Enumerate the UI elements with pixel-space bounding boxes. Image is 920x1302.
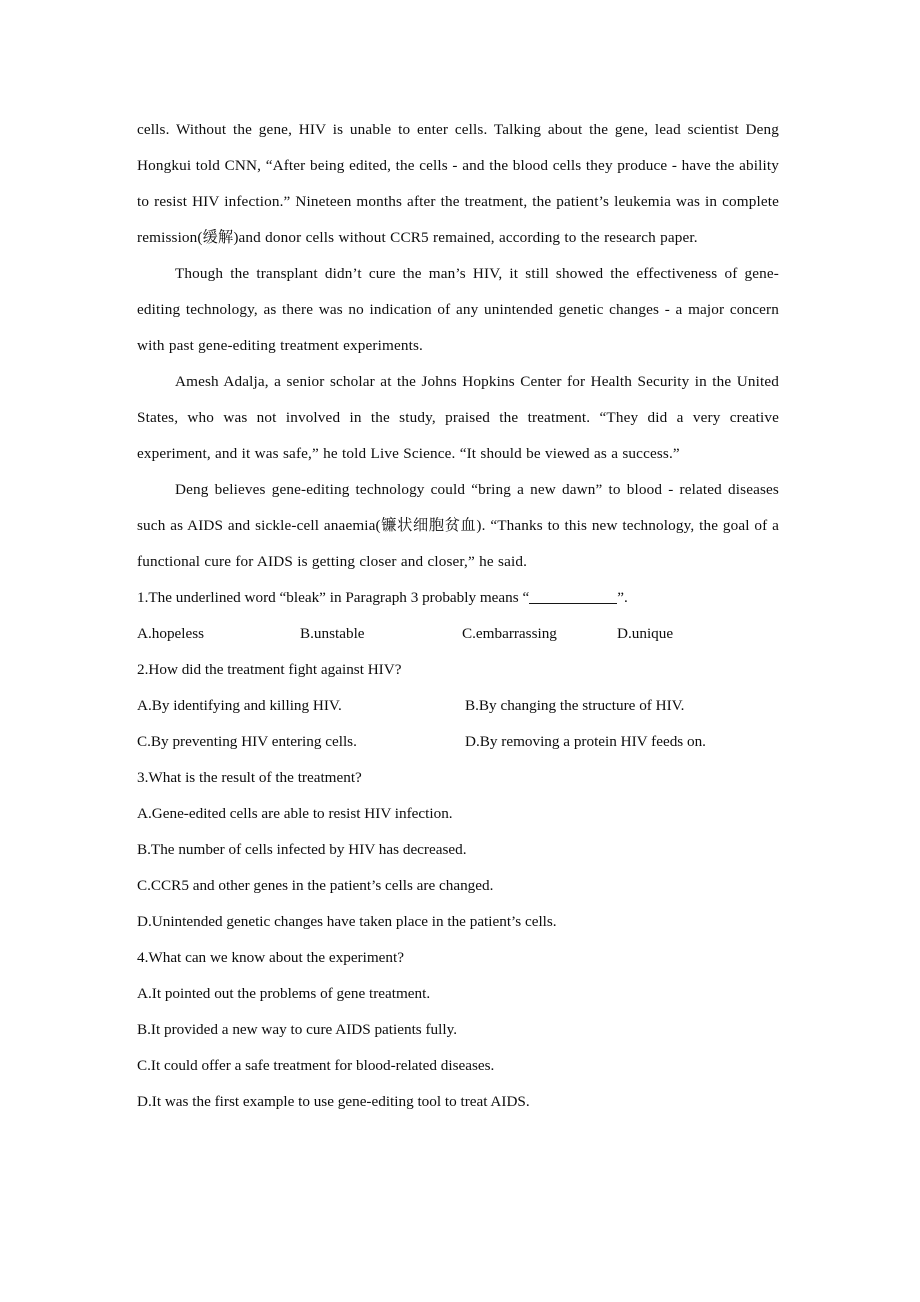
question-2-option-c[interactable]: C.By preventing HIV entering cells.	[137, 733, 357, 750]
question-1-option-d[interactable]: D.unique	[617, 625, 674, 642]
question-4-option-b[interactable]: B.It provided a new way to cure AIDS patients fully.	[137, 1021, 457, 1038]
question-3-stem: 3.What is the result of the treatment?	[137, 769, 362, 786]
question-1-answer-blank[interactable]	[529, 590, 617, 604]
question-3-option-b[interactable]: B.The number of cells infected by HIV has decreased.	[137, 841, 467, 858]
question-4-option-c[interactable]: C.It could offer a safe treatment for blood-related diseases.	[137, 1057, 495, 1074]
question-1-stem-text-after-blank: ”.	[617, 589, 628, 606]
question-4-option-d[interactable]: D.It was the first example to use gene-editing tool to treat AIDS.	[137, 1093, 530, 1110]
question-3-option-a[interactable]: A.Gene-edited cells are able to resist HIV infection.	[137, 805, 453, 822]
question-1-option-a[interactable]: A.hopeless	[137, 625, 205, 642]
question-2-stem: 2.How did the treatment fight against HIV?	[137, 661, 402, 678]
question-3-option-d[interactable]: D.Unintended genetic changes have taken place in the patient’s cells.	[137, 913, 557, 930]
passage-paragraph-2: Though the transplant didn’t cure the man’s HIV, it still showed the effectiveness of gene-editing technology, as there was no indication of any unintended genetic changes - a major concern with past gene-editing treatment experiments.	[137, 265, 779, 354]
page-content	[137, 112, 779, 1120]
question-3	[137, 760, 779, 940]
question-4	[137, 940, 779, 1120]
question-1-options	[137, 616, 779, 652]
question-3-option-c[interactable]: C.CCR5 and other genes in the patient’s cells are changed.	[137, 877, 494, 894]
passage-paragraph-1: cells. Without the gene, HIV is unable to enter cells. Talking about the gene, lead scientist Deng Hongkui told CNN, “After being edited, the cells - and the blood cells they produce - have the ability to resist HIV infection.” Nineteen months after the treatment, the patient’s leukemia was in complete remission(缓解)and donor cells without CCR5 remained, according to the research paper.	[137, 121, 779, 246]
question-2-options-row-1	[137, 688, 779, 724]
question-2-option-d[interactable]: D.By removing a protein HIV feeds on.	[465, 733, 706, 750]
question-2	[137, 652, 779, 760]
question-4-option-a[interactable]: A.It pointed out the problems of gene treatment.	[137, 985, 431, 1002]
question-1-stem-text-before-blank: 1.The underlined word “bleak” in Paragraph 3 probably means “	[137, 589, 530, 606]
question-2-options-row-2	[137, 724, 779, 760]
question-2-option-a[interactable]: A.By identifying and killing HIV.	[137, 697, 342, 714]
question-1-option-b[interactable]: B.unstable	[300, 625, 365, 642]
question-1	[137, 580, 779, 652]
passage-paragraph-4: Deng believes gene-editing technology could “bring a new dawn” to blood - related diseases such as AIDS and sickle-cell anaemia(镰状细胞贫血). “Thanks to this new technology, the goal of a functional cure for AIDS is getting closer and closer,” he said.	[137, 481, 779, 570]
passage-body	[137, 112, 779, 580]
question-2-option-b[interactable]: B.By changing the structure of HIV.	[465, 697, 685, 714]
question-1-option-c[interactable]: C.embarrassing	[462, 625, 557, 642]
question-1-stem	[137, 580, 779, 616]
question-4-stem: 4.What can we know about the experiment?	[137, 949, 404, 966]
passage-paragraph-3: Amesh Adalja, a senior scholar at the Johns Hopkins Center for Health Security in the United States, who was not involved in the study, praised the treatment. “They did a very creative experiment, and it was safe,” he told Live Science. “It should be viewed as a success.”	[137, 373, 779, 462]
